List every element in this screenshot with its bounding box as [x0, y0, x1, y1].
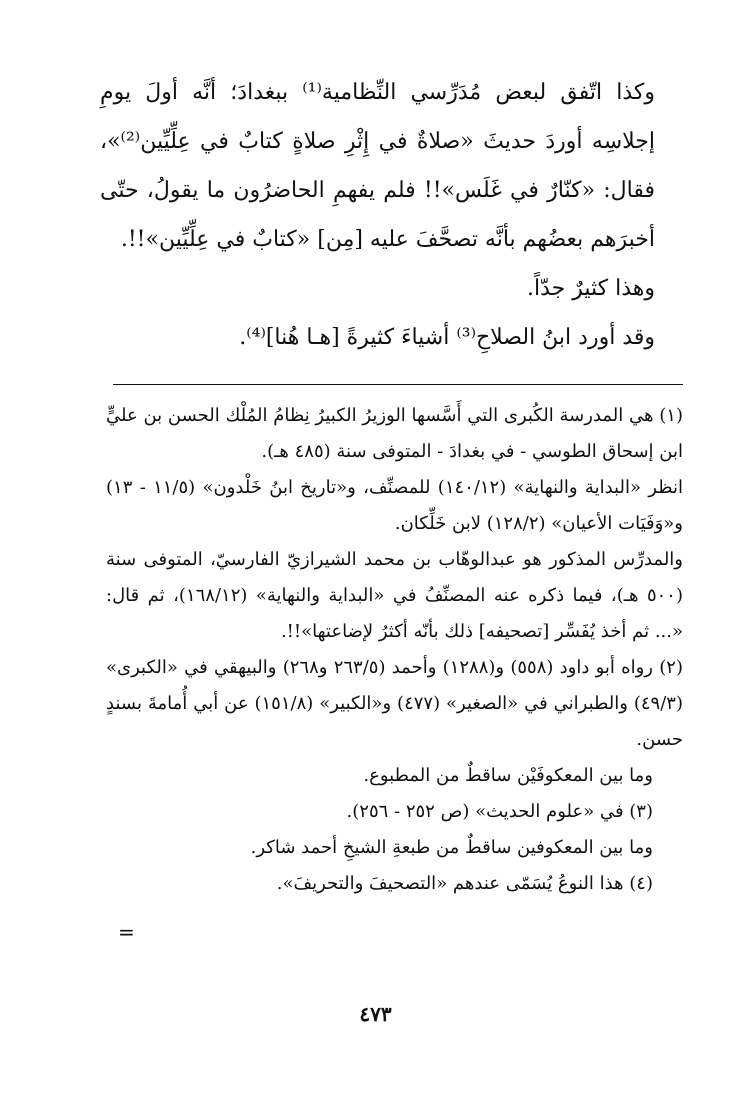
main-text	[100, 68, 683, 362]
footnote-1: (١) هي المدرسة الكُبرى التي أَسَّسها الوزيرُ الكبيرُ نِظامُ المُلْك الحسن بن عليٍّ ابن إسحاق الطوسي - في بغدادَ - المتوفى سنة (٤٨٥ هـ).	[106, 405, 683, 462]
footnote-1-ref: انظر «البداية والنهاية» (١٤٠/١٢) للمصنِّف، و«تاريخ ابنُ خَلْدون» (١١/٥ - ١٣) و«وَفَيَات الأعيان» (١٢٨/٢) لابن خَلِّكان.	[106, 477, 683, 534]
footnote-2-note: وما بين المعكوفَيْن ساقطٌ من المطبوع.	[363, 765, 653, 786]
main-paragraph: وقد أورد ابنُ الصلاحِ⁽³⁾ أشياءَ كثيرةً [هـا هُنا]⁽⁴⁾.	[239, 325, 655, 350]
footnote-3-note: وما بين المعكوفين ساقطٌ من طبعةِ الشيخِ أحمد شاكر.	[250, 837, 653, 858]
footnote-2: (٢) رواه أبو داود (٥٥٨) و(١٢٨٨) وأحمد (٢٦٣/٥ و٢٦٨) والبيهقي في «الكبرى» (٤٩/٣) والطبراني في «الصغير» (٤٧٧) و«الكبير» (١٥١/٨) عن أبي أُمامةَ بسندٍ حسن.	[106, 657, 683, 750]
continuation-mark: =	[118, 920, 135, 944]
footnotes	[106, 398, 683, 902]
footnote-4: (٤) هذا النوعُ يُسَمّى عندهم «التصحيفَ والتحريفَ».	[276, 873, 653, 894]
footnote-1-note: والمدرِّس المذكور هو عبدالوهّاب بن محمد الشيرازيّ الفارسيّ، المتوفى سنة (٥٠٠ هـ)، فيما ذكره عنه المصنِّفُ في «البداية والنهاية» (١٦٨/١٢)، ثم قال: «... ثم أخذ يُفَسِّر [تصحيفه] ذلك بأنّه أكثرُ لإضاعتها»!!.	[106, 549, 684, 642]
page-number: ٤٧٣	[359, 1002, 392, 1026]
footnote-3: (٣) في «علوم الحديث» (ص ٢٥٢ - ٢٥٦).	[346, 801, 653, 822]
main-paragraph: وكذا اتّفق لبعض مُدَرِّسي النِّظامية⁽¹⁾ ببغدادَ؛ أنَّه أولَ يومِ إجلاسِه أوردَ حديثَ «صلاةٌ في إِثْرِ صلاةٍ كتابٌ في عِلِّيِّين⁽²⁾»، فقال: «كنّارٌ في غَلَس»!! فلم يفهمِ الحاضرُون ما يقولُ، حتّى أخبرَهم بعضُهم بأنَّه تصحَّفَ عليه [مِن] «كتابٌ في عِلِّيِّين»!!.	[100, 80, 656, 252]
footnote-separator	[113, 384, 683, 385]
main-paragraph: وهذا كثيرٌ جدّاً.	[526, 276, 655, 301]
